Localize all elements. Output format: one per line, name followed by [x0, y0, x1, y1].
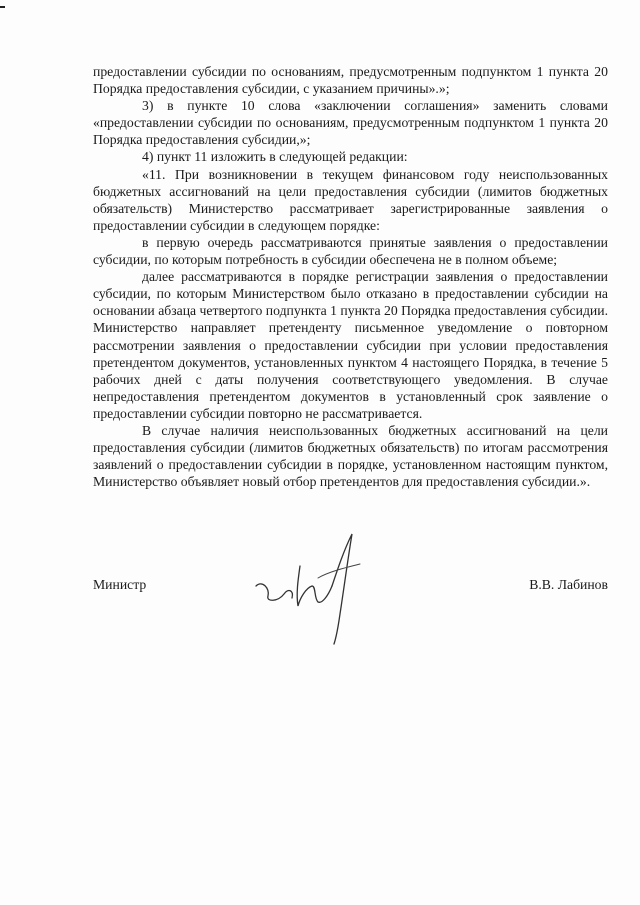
signature-block — [93, 577, 608, 597]
document-body — [93, 63, 608, 490]
signatory-name: В.В. Лабинов — [529, 577, 608, 592]
paragraph: 3) в пункте 10 слова «заключении соглашения» заменить словами «предоставлении субсидии по основаниям, предусмотренным подпунктом 1 пункта 20 Порядка предоставления субсидии,»; — [93, 98, 608, 148]
signatory-title: Министр — [93, 577, 147, 592]
paragraph: 4) пункт 11 изложить в следующей редакции: — [142, 149, 408, 165]
paragraph: далее рассматриваются в порядке регистрации заявления о предоставлении субсидии, по которым Министерством было отказано в предоставлении субсидии на основании абзаца четвертого подпункта 1 пункта 20 Порядка предоставления субсидии. Министерство направляет претенденту письменное уведомление о повторном рассмотрении заявления о предоставлении субсидии при условии предоставления претендентом документов, установленных пунктом 4 настоящего Порядка, в течение 5 рабочих дней с даты получения соответствующего уведомления. В случае непредоставления претендентом документов в установленный срок заявление о предоставлении субсидии повторно не рассматривается. — [93, 269, 608, 421]
paragraph: предоставлении субсидии по основаниям, предусмотренным подпунктом 1 пункта 20 Порядка предоставления субсидии, с указанием причины».»; — [93, 64, 608, 97]
paragraph: В случае наличия неиспользованных бюджетных ассигнований на цели предоставления субсидии (лимитов бюджетных обязательств) по итогам рассмотрения заявлений о предоставлении субсидии в порядке, установленном настоящим пунктом, Министерство объявляет новый отбор претендентов для предоставления субсидии.». — [93, 422, 608, 490]
scan-corner-mark — [0, 6, 5, 8]
paragraph: «11. При возникновении в текущем финансовом году неиспользованных бюджетных ассигнований на цели предоставления субсидии (лимитов бюджетных обязательств) Министерство рассматривает зарегистрированные заявления о предоставлении субсидии в следующем порядке: — [93, 166, 608, 233]
paragraph: в первую очередь рассматриваются принятые заявления о предоставлении субсидии, по которым потребность в субсидии обеспечена не в полном объеме; — [93, 234, 608, 268]
